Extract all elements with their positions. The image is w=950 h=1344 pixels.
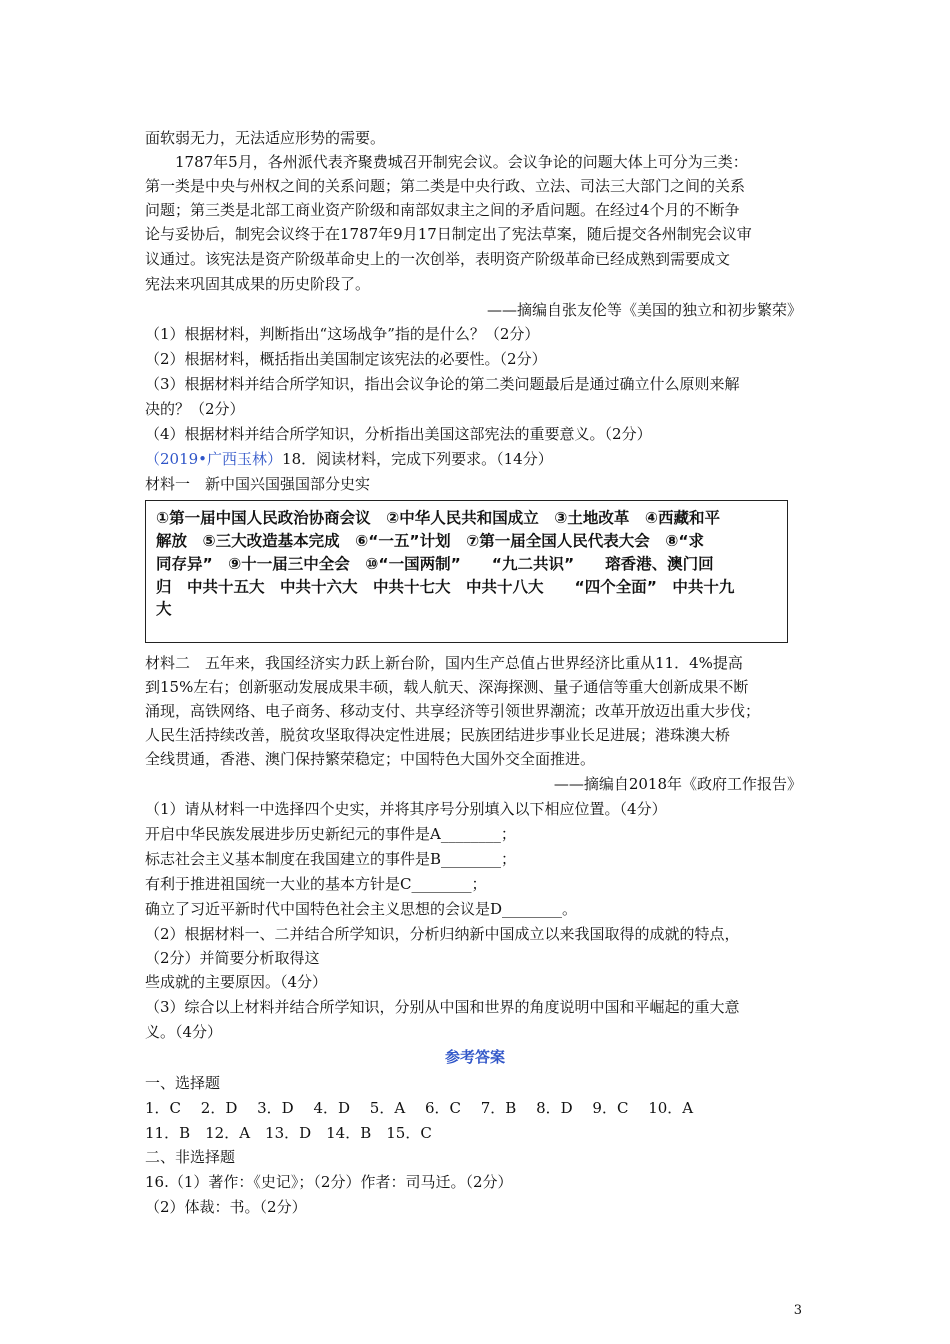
box-line: 大 bbox=[156, 600, 172, 618]
box-line: 同存异” ⑨十一届三中全会 ⑩“一国两制” “九二共识” 瑢香港、澳门回 bbox=[156, 555, 714, 573]
question-line: （2）根据材料一、二并结合所学知识，分析归纳新中国成立以来我国取得的成就的特点， bbox=[145, 925, 740, 943]
text-line: 议通过。该宪法是资产阶级革命史上的一次创举，表明资产阶级革命已经成熟到需要成文 bbox=[145, 250, 731, 268]
answer-line: 11．B 12．A 13．D 14．B 15．C bbox=[145, 1124, 432, 1142]
text-line: 第一类是中央与州权之间的关系问题；第二类是中央行政、立法、司法三大部门之间的关系 bbox=[145, 177, 746, 195]
question-heading bbox=[145, 447, 553, 471]
text-line: 人民生活持续改善，脱贫攻坚取得决定性进展；民族团结进步事业长足进展；港珠澳大桥 bbox=[145, 726, 731, 744]
question-line: （1）根据材料，判断指出“这场战争”指的是什么？（2分） bbox=[145, 325, 540, 343]
question-line: 确立了习近平新时代中国特色社会主义思想的会议是D________。 bbox=[145, 900, 578, 918]
question-source-tag: （2019•广西玉林） bbox=[145, 450, 283, 468]
question-line: （3）根据材料并结合所学知识，指出会议争论的第二类问题最后是通过确立什么原则来解 bbox=[145, 375, 740, 393]
question-line: （4）根据材料并结合所学知识，分析指出美国这部宪法的重要意义。（2分） bbox=[145, 425, 652, 443]
text-line: 1787年5月，各州派代表齐聚费城召开制宪会议。会议争论的问题大体上可分为三类： bbox=[145, 153, 748, 171]
events-box bbox=[145, 500, 788, 643]
box-line: 解放 ⑤三大改造基本完成 ⑥“一五”计划 ⑦第一届全国人民代表大会 ⑧“求 bbox=[156, 532, 705, 550]
answer-line: 1．C 2．D 3．D 4．D 5．A 6．C 7．B 8．D 9．C 10．A bbox=[145, 1099, 694, 1117]
text-line: 全线贯通，香港、澳门保持繁荣稳定；中国特色大国外交全面推进。 bbox=[145, 750, 596, 768]
question-line: （2分）并简要分析取得这 bbox=[145, 949, 320, 967]
question-title: 18．阅读材料，完成下列要求。（14分） bbox=[282, 450, 553, 468]
question-line: 开启中华民族发展进步历史新纪元的事件是A________； bbox=[145, 825, 516, 843]
question-line: 标志社会主义基本制度在我国建立的事件是B________； bbox=[145, 850, 517, 868]
material-label: 材料一 新中国兴国强国部分史实 bbox=[145, 475, 371, 493]
answer-line: 二、非选择题 bbox=[145, 1148, 236, 1166]
source-citation: ——摘编自2018年《政府工作报告》 bbox=[553, 775, 802, 793]
answer-line: 一、选择题 bbox=[145, 1074, 221, 1092]
text-line: 涌现，高铁网络、电子商务、移动支付、共享经济等引领世界潮流；改革开放迈出重大步伐； bbox=[145, 702, 761, 720]
text-line: 问题；第三类是北部工商业资产阶级和南部奴隶主之间的矛盾问题。在经过4个月的不断争 bbox=[145, 201, 740, 219]
text-line: 面软弱无力，无法适应形势的需要。 bbox=[145, 129, 386, 147]
question-line: 义。（4分） bbox=[145, 1023, 223, 1041]
question-line: （2）根据材料，概括指出美国制定该宪法的必要性。（2分） bbox=[145, 350, 547, 368]
text-line: 材料二 五年来，我国经济实力跃上新台阶，国内生产总值占世界经济比重从11．4%提高 bbox=[145, 654, 743, 672]
page-number: 3 bbox=[793, 1303, 802, 1318]
question-line: （3）综合以上材料并结合所学知识，分别从中国和世界的角度说明中国和平崛起的重大意 bbox=[145, 998, 740, 1016]
question-line: 决的？（2分） bbox=[145, 400, 245, 418]
question-line: 有利于推进祖国统一大业的基本方针是C________； bbox=[145, 875, 487, 893]
question-line: （1）请从材料一中选择四个史实，并将其序号分别填入以下相应位置。（4分） bbox=[145, 800, 667, 818]
answer-title: 参考答案 bbox=[444, 1048, 505, 1066]
text-line: 到15%左右；创新驱动发展成果丰硕，载人航天、深海探测、量子通信等重大创新成果不断 bbox=[145, 678, 749, 696]
question-line: 些成就的主要原因。（4分） bbox=[145, 973, 328, 991]
answer-line: （2）体裁：书。（2分） bbox=[145, 1198, 307, 1216]
text-line: 宪法来巩固其成果的历史阶段了。 bbox=[145, 275, 371, 293]
answer-line: 16.（1）著作：《史记》；（2分）作者：司马迁。（2分） bbox=[145, 1173, 513, 1191]
box-line: ①第一届中国人民政治协商会议 ②中华人民共和国成立 ③土地改革 ④西藏和平 bbox=[156, 509, 720, 527]
box-line: 归 中共十五大 中共十六大 中共十七大 中共十八大 “四个全面” 中共十九 bbox=[156, 578, 735, 596]
source-citation: ——摘编自张友伦等《美国的独立和初步繁荣》 bbox=[486, 301, 802, 319]
text-line: 论与妥协后，制宪会议终于在1787年9月17日制定出了宪法草案，随后提交各州制宪会议审 bbox=[145, 225, 752, 243]
